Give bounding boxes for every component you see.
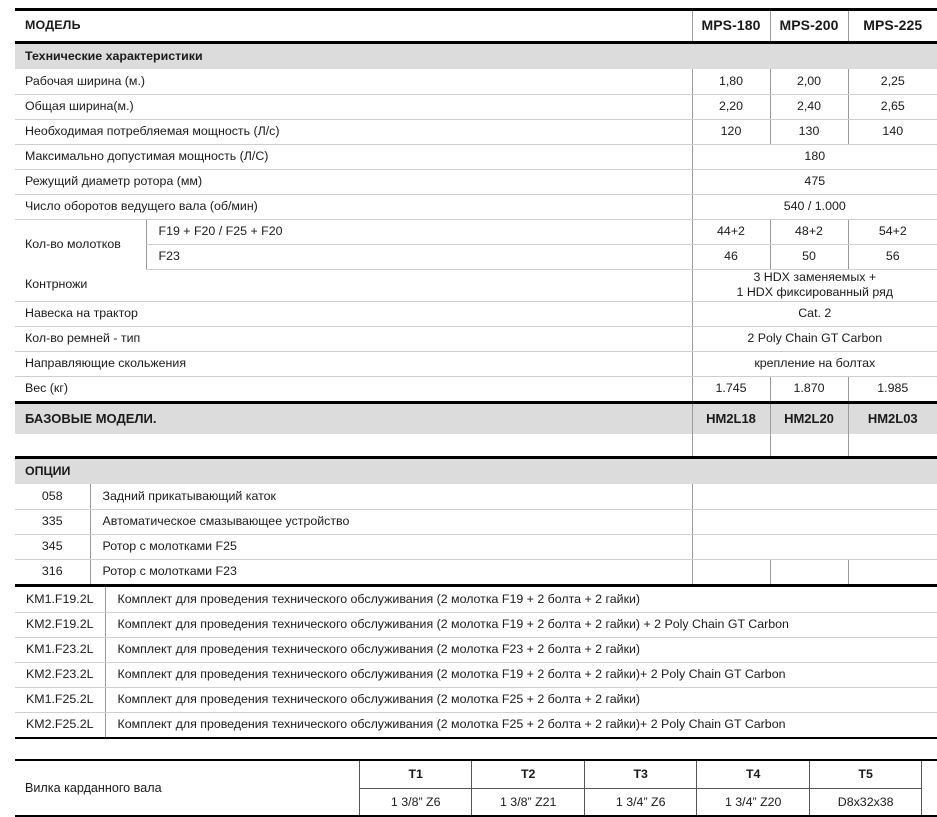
base-model-value-2: HM2L20 (770, 404, 848, 434)
fork-value-t1: 1 3/8” Z6 (359, 788, 471, 815)
option-code: 345 (15, 534, 90, 559)
spec-value-span: 475 (692, 169, 937, 194)
kit-code: KM1.F19.2L (15, 587, 105, 612)
kit-row (15, 687, 937, 712)
spec-row (15, 94, 937, 119)
driveshaft-fork-table (15, 761, 937, 815)
option-row (15, 484, 937, 509)
specs-table (15, 44, 937, 401)
hammers-row (15, 219, 937, 244)
base-models-label: БАЗОВЫЕ МОДЕЛИ. (15, 404, 692, 434)
spec-row (15, 119, 937, 144)
spec-label: Вес (кг) (15, 376, 692, 401)
fork-column-header-t3: T3 (584, 761, 696, 788)
spec-value-span: 180 (692, 144, 937, 169)
spec-label: Контрножи (15, 269, 692, 301)
base-models-spacer-row (15, 434, 937, 456)
hammers-value-3: 56 (848, 244, 937, 269)
spec-value-2: 2,00 (770, 69, 848, 94)
fork-value-t4: 1 3/4” Z20 (697, 788, 809, 815)
kit-desc: Комплект для проведения технического обслуживания (2 молотка F19 + 2 болта + 2 гайки) (105, 587, 937, 612)
kit-code: KM1.F23.2L (15, 637, 105, 662)
model-header-row (15, 11, 937, 41)
spec-label: Навеска на трактор (15, 301, 692, 326)
base-models-row (15, 404, 937, 434)
kit-row (15, 612, 937, 637)
contr-knives-line-1: 3 HDX заменяемых + (693, 270, 937, 286)
option-desc: Ротор с молотками F25 (90, 534, 692, 559)
fork-tail-cell (922, 761, 937, 788)
option-mark-3 (848, 509, 937, 534)
specs-section-header (15, 44, 937, 69)
kit-desc: Комплект для проведения технического обслуживания (2 молотка F25 + 2 болта + 2 гайки) (105, 687, 937, 712)
spec-label: Общая ширина(м.) (15, 94, 692, 119)
fork-column-header-t1: T1 (359, 761, 471, 788)
spec-row (15, 301, 937, 326)
model-column-3: MPS-225 (848, 11, 937, 41)
spec-value-1: 1,80 (692, 69, 770, 94)
option-mark-3 (848, 534, 937, 559)
option-mark-1 (692, 484, 770, 509)
spec-value-3: 2,25 (848, 69, 937, 94)
spec-value-3: 2,65 (848, 94, 937, 119)
fork-label: Вилка карданного вала (15, 761, 359, 815)
hammers-sub-label: F19 + F20 / F25 + F20 (146, 219, 692, 244)
hammers-value-2: 50 (770, 244, 848, 269)
kit-desc: Комплект для проведения технического обслуживания (2 молотка F19 + 2 болта + 2 гайки) + 2 Poly Chain GT Carbon (105, 612, 937, 637)
fork-spacer (0, 739, 937, 759)
spec-value-span (692, 269, 937, 301)
spec-label: Режущий диаметр ротора (мм) (15, 169, 692, 194)
spacer-cell (15, 434, 692, 456)
spec-value-span: Cat. 2 (692, 301, 937, 326)
fork-column-header-t4: T4 (697, 761, 809, 788)
options-section-header (15, 459, 937, 484)
option-mark-2 (770, 534, 848, 559)
kits-table (15, 587, 937, 737)
hammers-sub-label: F23 (146, 244, 692, 269)
option-mark-2 (770, 484, 848, 509)
spec-row (15, 144, 937, 169)
fork-header-row (15, 761, 937, 788)
spec-label: Рабочая ширина (м.) (15, 69, 692, 94)
option-desc: Ротор с молотками F23 (90, 559, 692, 584)
hammers-value-3: 54+2 (848, 219, 937, 244)
spec-row (15, 269, 937, 301)
model-header-table (15, 11, 937, 41)
kit-desc: Комплект для проведения технического обслуживания (2 молотка F23 + 2 болта + 2 гайки) (105, 637, 937, 662)
model-column-2: MPS-200 (770, 11, 848, 41)
options-table (15, 459, 937, 584)
spec-row (15, 376, 937, 401)
option-row (15, 559, 937, 584)
spec-label: Направляющие скольжения (15, 351, 692, 376)
spec-row (15, 169, 937, 194)
spec-value-3: 140 (848, 119, 937, 144)
option-row (15, 534, 937, 559)
option-mark-2 (770, 559, 848, 584)
option-mark-1 (692, 509, 770, 534)
kit-code: KM1.F25.2L (15, 687, 105, 712)
fork-value-t2: 1 3/8” Z21 (472, 788, 584, 815)
spec-value-2: 1.870 (770, 376, 848, 401)
option-mark-3 (848, 559, 937, 584)
spec-label: Число оборотов ведущего вала (об/мин) (15, 194, 692, 219)
option-row (15, 509, 937, 534)
spec-row (15, 326, 937, 351)
model-column-1: MPS-180 (692, 11, 770, 41)
kit-code: KM2.F25.2L (15, 712, 105, 737)
option-code: 058 (15, 484, 90, 509)
hammers-value-1: 44+2 (692, 219, 770, 244)
fork-value-t5: D8x32x38 (809, 788, 921, 815)
spec-row (15, 351, 937, 376)
hammers-label: Кол-во молотков (15, 219, 146, 269)
option-code: 316 (15, 559, 90, 584)
kit-desc: Комплект для проведения технического обслуживания (2 молотка F25 + 2 болта + 2 гайки)+ 2 Poly Chain GT Carbon (105, 712, 937, 737)
spec-value-2: 130 (770, 119, 848, 144)
model-label: МОДЕЛЬ (15, 11, 692, 41)
spacer-cell-1 (692, 434, 770, 456)
option-code: 335 (15, 509, 90, 534)
kit-row (15, 637, 937, 662)
kit-code: KM2.F19.2L (15, 612, 105, 637)
base-models-table (15, 404, 937, 456)
spec-value-1: 2,20 (692, 94, 770, 119)
spec-value-1: 1.745 (692, 376, 770, 401)
spec-row (15, 69, 937, 94)
option-desc: Задний прикатывающий каток (90, 484, 692, 509)
base-model-value-3: HM2L03 (848, 404, 937, 434)
spec-value-span: 540 / 1.000 (692, 194, 937, 219)
kit-row (15, 712, 937, 737)
option-mark-1 (692, 559, 770, 584)
option-mark-2 (770, 509, 848, 534)
option-mark-3 (848, 484, 937, 509)
spec-label: Кол-во ремней - тип (15, 326, 692, 351)
kit-code: KM2.F23.2L (15, 662, 105, 687)
spacer-cell-2 (770, 434, 848, 456)
spec-value-span: крепление на болтах (692, 351, 937, 376)
kit-row (15, 587, 937, 612)
spec-value-1: 120 (692, 119, 770, 144)
spec-row (15, 194, 937, 219)
base-model-value-1: HM2L18 (692, 404, 770, 434)
fork-value-t3: 1 3/4” Z6 (584, 788, 696, 815)
hammers-row (15, 244, 937, 269)
hammers-value-2: 48+2 (770, 219, 848, 244)
spec-value-2: 2,40 (770, 94, 848, 119)
kit-desc: Комплект для проведения технического обслуживания (2 молотка F19 + 2 болта + 2 гайки)+ 2 Poly Chain GT Carbon (105, 662, 937, 687)
fork-tail-cell (922, 788, 937, 815)
spec-label: Максимально допустимая мощность (Л/С) (15, 144, 692, 169)
hammers-value-1: 46 (692, 244, 770, 269)
kit-row (15, 662, 937, 687)
spec-value-span: 2 Poly Chain GT Carbon (692, 326, 937, 351)
specs-section-title: Технические характеристики (15, 44, 937, 69)
fork-column-header-t2: T2 (472, 761, 584, 788)
options-section-title: ОПЦИИ (15, 459, 937, 484)
spec-value-3: 1.985 (848, 376, 937, 401)
spacer-cell-3 (848, 434, 937, 456)
top-spacer (0, 0, 937, 8)
fork-column-header-t5: T5 (809, 761, 921, 788)
spec-label: Необходимая потребляемая мощность (Л/с) (15, 119, 692, 144)
option-mark-1 (692, 534, 770, 559)
contr-knives-line-2: 1 HDX фиксированный ряд (693, 285, 937, 301)
option-desc: Автоматическое смазывающее устройство (90, 509, 692, 534)
